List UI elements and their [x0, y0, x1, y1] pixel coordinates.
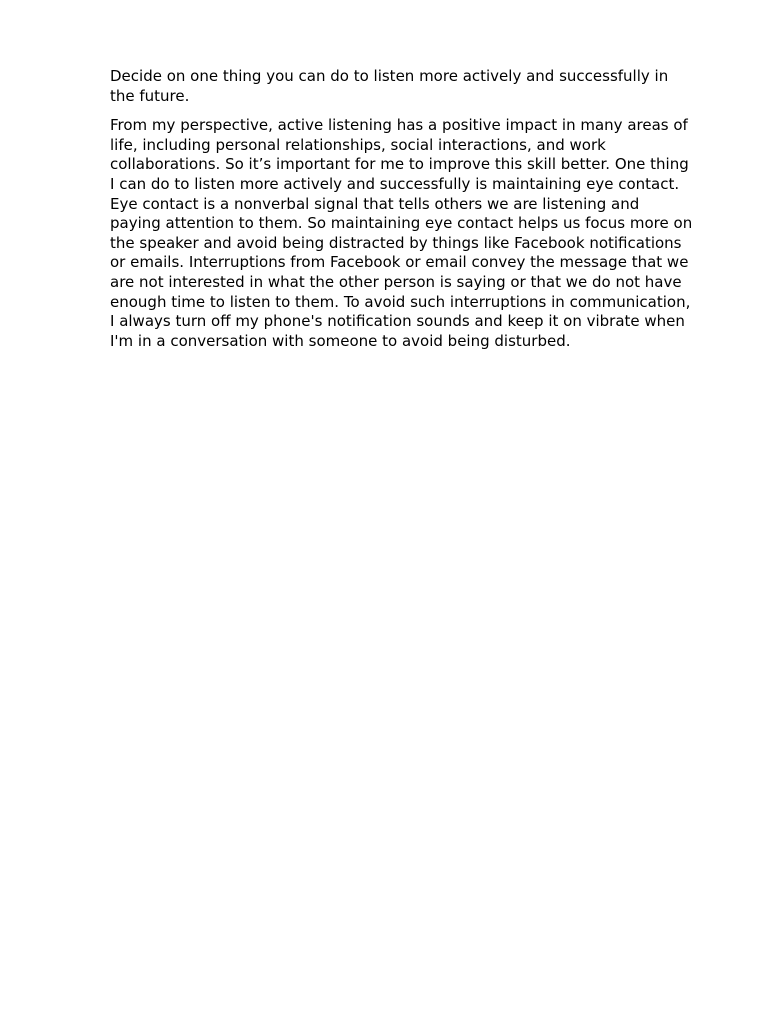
document-body	[110, 67, 694, 351]
prompt-paragraph: Decide on one thing you can do to listen more actively and successfully in the future.	[110, 67, 669, 105]
response-paragraph: From my perspective, active listening has a positive impact in many areas of life, including personal relationships, social interactions, and work collaborations. So it’s important for me to improve this skill better. One thing I can do to listen more actively and successfully is maintaining eye contact. Eye contact is a nonverbal signal that tells others we are listening and paying attention to them. So maintaining eye contact helps us focus more on the speaker and avoid being distracted by things like Facebook notifications or emails. Interruptions from Facebook or email convey the message that we are not interested in what the other person is saying or that we do not have enough time to listen to them. To avoid such interruptions in communication, I always turn off my phone's notification sounds and keep it on vibrate when I'm in a conversation with someone to avoid being disturbed.	[110, 116, 693, 350]
